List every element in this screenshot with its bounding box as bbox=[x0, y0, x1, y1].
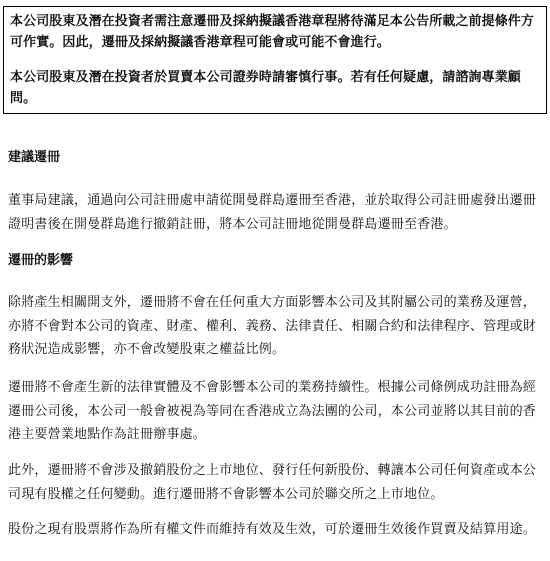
notice-paragraph-caution: 本公司股東及潛在投資者於買賣本公司證券時請審慎行事。若有任何疑慮，請諮詢專業顧問。 bbox=[10, 70, 521, 106]
section-heading-relocation-effects: 遷冊的影響 bbox=[8, 253, 74, 268]
notice-paragraph-conditions: 本公司股東及潛在投資者需注意遷冊及採納擬議香港章程將待滿足本公告所載之前提條件方可作實。因此，遷冊及採納擬議香港章程可能會或可能不會進行。 bbox=[10, 14, 535, 50]
paragraph-proposed-relocation: 董事局建議，通過向公司註冊處申請從開曼群島遷冊至香港，並於取得公司註冊處發出遷冊證明書後在開曼群島進行撤銷註冊，將本公司註冊地從開曼群島遷冊至香港。 bbox=[8, 193, 537, 232]
paragraph-effects-legal-entity: 遷冊將不會產生新的法律實體及不會影響本公司的業務持續性。根據公司條例成功註冊為經遷冊公司後，本公司一般會被視為等同在香港成立為法團的公司，本公司並將以其目前的香港主要營業地點作為註冊辦事處。 bbox=[8, 380, 537, 442]
paragraph-share-certificates: 股份之現有股票將作為所有權文件而維持有效及生效，可於遷冊生效後作買賣及結算用途。 bbox=[8, 522, 537, 537]
cautionary-notice-box bbox=[3, 6, 547, 114]
paragraph-effects-listing-status: 此外，遷冊將不會涉及撤銷股份之上市地位、發行任何新股份、轉讓本公司任何資產或本公司現有股權之任何變動。進行遷冊將不會影響本公司於聯交所之上市地位。 bbox=[8, 463, 537, 502]
paragraph-effects-operations: 除將產生相關開支外，遷冊將不會在任何重大方面影響本公司及其附屬公司的業務及運營，亦將不會對本公司的資產、財產、權利、義務、法律責任、相關合約和法律程序、管理或財務狀況造成影響，亦不會改變股東之權益比例。 bbox=[8, 295, 537, 357]
section-heading-proposed-relocation: 建議遷冊 bbox=[8, 150, 61, 165]
